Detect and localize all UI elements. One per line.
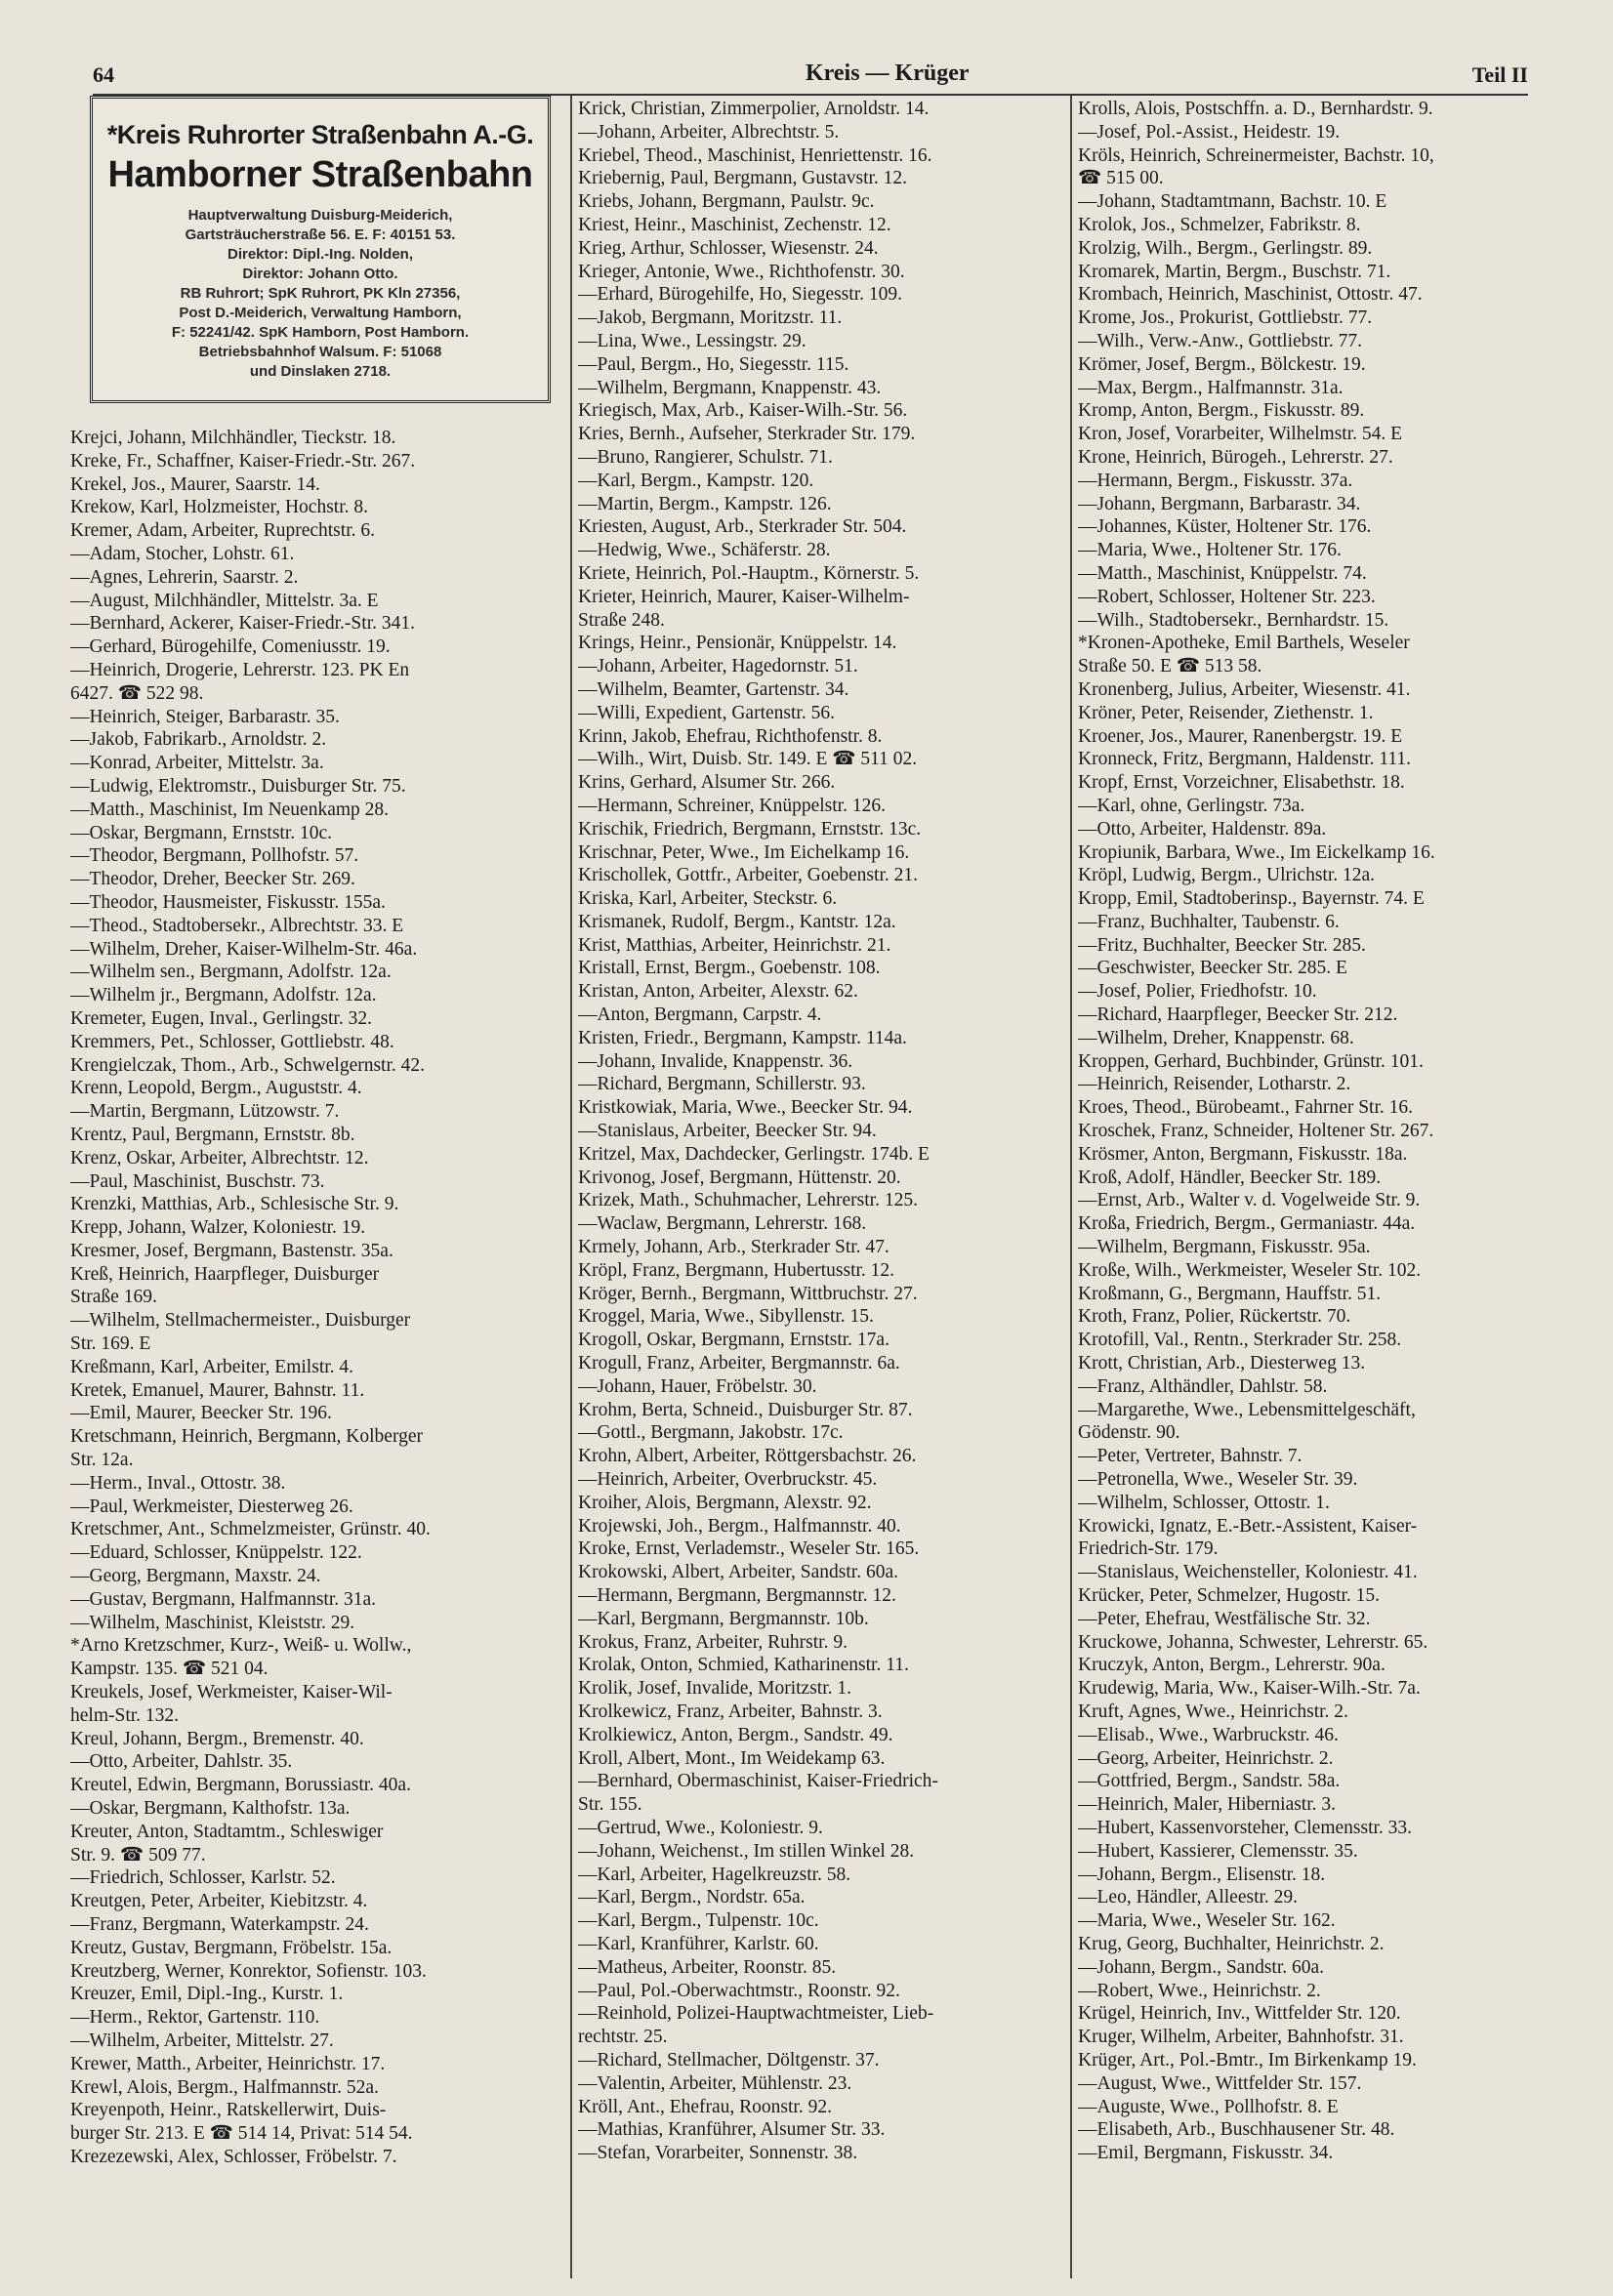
ad-line: Gartsträucherstraße 56. E. F: 40151 53. xyxy=(185,226,456,243)
directory-entry-line: —Paul, Bergm., Ho, Siegesstr. 115. xyxy=(578,353,849,375)
directory-entry-line: Kröls, Heinrich, Schreinermeister, Bachstr. 10, xyxy=(1078,144,1434,166)
directory-entry-line: —Reinhold, Polizei-Hauptwachtmeister, Lieb- xyxy=(578,2003,934,2025)
directory-entry-line: —Theodor, Hausmeister, Fiskusstr. 155a. xyxy=(70,891,386,913)
directory-entry-line: —Matheus, Arbeiter, Roonstr. 85. xyxy=(578,1956,837,1978)
directory-entry-line: Kreutzberg, Werner, Konrektor, Sofienstr. 103. xyxy=(70,1960,427,1982)
directory-entry-line: —Otto, Arbeiter, Dahlstr. 35. xyxy=(70,1751,293,1773)
directory-entry-line: Krott, Christian, Arb., Diesterweg 13. xyxy=(1078,1353,1366,1374)
directory-entry-line: Kreßmann, Karl, Arbeiter, Emilstr. 4. xyxy=(70,1356,354,1377)
directory-entry-line: —Wilhelm, Beamter, Gartenstr. 34. xyxy=(578,678,849,700)
directory-entry-line: —Peter, Vertreter, Bahnstr. 7. xyxy=(1078,1446,1303,1467)
directory-entry-line: —Josef, Pol.-Assist., Heidestr. 19. xyxy=(1078,121,1341,143)
directory-entry-line: Kriest, Heinr., Maschinist, Zechenstr. 12. xyxy=(578,214,891,235)
directory-entry-line: Krins, Gerhard, Alsumer Str. 266. xyxy=(578,772,836,794)
directory-entry-line: —Richard, Haarpfleger, Beecker Str. 212. xyxy=(1078,1004,1398,1026)
directory-entry-line: burger Str. 213. E ☎ 514 14, Privat: 514 54. xyxy=(70,2123,413,2145)
directory-entry-line: Krüger, Art., Pol.-Bmtr., Im Birkenkamp 19. xyxy=(1078,2049,1417,2070)
directory-entry-line: —Agnes, Lehrerin, Saarstr. 2. xyxy=(70,566,299,588)
directory-entry-line: —Friedrich, Schlosser, Karlstr. 52. xyxy=(70,1867,336,1889)
directory-entry-line: —Auguste, Wwe., Pollhofstr. 8. E xyxy=(1078,2096,1339,2117)
directory-entry-line: —Gottl., Bergmann, Jakobstr. 17c. xyxy=(578,1422,844,1444)
directory-entry-line: Kristkowiak, Maria, Wwe., Beecker Str. 94. xyxy=(578,1097,913,1119)
directory-entry-line: Kropp, Emil, Stadtoberinsp., Bayernstr. 74. E xyxy=(1078,888,1425,910)
directory-entry-line: —Oskar, Bergmann, Kalthofstr. 13a. xyxy=(70,1798,351,1820)
directory-entry-line: Krogull, Franz, Arbeiter, Bergmannstr. 6a. xyxy=(578,1353,900,1374)
directory-entry-line: —Elisab., Wwe., Warbruckstr. 46. xyxy=(1078,1724,1339,1745)
directory-entry-line: Krudewig, Maria, Ww., Kaiser-Wilh.-Str. 7a. xyxy=(1078,1678,1421,1700)
directory-entry-line: —Heinrich, Arbeiter, Overbruckstr. 45. xyxy=(578,1469,878,1491)
directory-entry-line: Krug, Georg, Buchhalter, Heinrichstr. 2. xyxy=(1078,1933,1385,1954)
directory-entry-line: —Konrad, Arbeiter, Mittelstr. 3a. xyxy=(70,753,324,774)
directory-entry-line: Kromarek, Martin, Bergm., Buschstr. 71. xyxy=(1078,261,1391,282)
directory-entry-line: —Matth., Maschinist, Knüppelstr. 74. xyxy=(1078,562,1367,584)
directory-entry-line: Kretschmann, Heinrich, Bergmann, Kolberger xyxy=(70,1426,424,1448)
directory-entry-line: —Gustav, Bergmann, Halfmannstr. 31a. xyxy=(70,1588,377,1610)
directory-entry-line: —Theod., Stadtobersekr., Albrechtstr. 33. E xyxy=(70,915,404,936)
directory-entry-line: Kruckowe, Johanna, Schwester, Lehrerstr. 65. xyxy=(1078,1631,1428,1653)
directory-entry-line: —Karl, Bergmann, Bergmannstr. 10b. xyxy=(578,1608,869,1629)
column-divider xyxy=(570,96,572,2278)
directory-entry-line: —Stefan, Vorarbeiter, Sonnenstr. 38. xyxy=(578,2143,858,2164)
directory-entry-line: Kroiher, Alois, Bergmann, Alexstr. 92. xyxy=(578,1492,872,1513)
column-middle xyxy=(578,98,1064,2165)
directory-entry-line: —Herm., Inval., Ottostr. 38. xyxy=(70,1472,286,1494)
directory-entry-line: Krewer, Matth., Arbeiter, Heinrichstr. 17. xyxy=(70,2053,386,2074)
directory-entry-line: —Ludwig, Elektromstr., Duisburger Str. 75. xyxy=(70,775,406,797)
directory-entry-line: Kruger, Wilhelm, Arbeiter, Bahnhofstr. 31. xyxy=(1078,2027,1404,2048)
directory-entry-line: Krowicki, Ignatz, E.-Betr.-Assistent, Kaiser- xyxy=(1078,1515,1418,1537)
directory-entry-line: Kremer, Adam, Arbeiter, Ruprechtstr. 6. xyxy=(70,520,375,542)
directory-entry-line: —Adam, Stocher, Lohstr. 61. xyxy=(70,543,295,564)
directory-entry-line: —Robert, Wwe., Heinrichstr. 2. xyxy=(1078,1980,1321,2001)
directory-entry-line: —Jakob, Bergmann, Moritzstr. 11. xyxy=(578,308,843,329)
directory-entry-line: Krinn, Jakob, Ehefrau, Richthofenstr. 8. xyxy=(578,725,883,747)
directory-entry-line: Kroggel, Maria, Wwe., Sibyllenstr. 15. xyxy=(578,1306,874,1328)
directory-entry-line: —August, Milchhändler, Mittelstr. 3a. E xyxy=(70,590,379,611)
directory-entry-line: —Wilhelm, Maschinist, Kleiststr. 29. xyxy=(70,1612,355,1633)
directory-entry-line: —Johann, Arbeiter, Hagedornstr. 51. xyxy=(578,656,858,677)
directory-entry-line: Krmely, Johann, Arb., Sterkrader Str. 47. xyxy=(578,1237,889,1258)
directory-entry-line: —Leo, Händler, Alleestr. 29. xyxy=(1078,1887,1299,1908)
directory-entry-line: Kretek, Emanuel, Maurer, Bahnstr. 11. xyxy=(70,1379,365,1401)
directory-entry-line: Krewl, Alois, Bergm., Halfmannstr. 52a. xyxy=(70,2076,379,2098)
directory-entry-line: —Franz, Buchhalter, Taubenstr. 6. xyxy=(1078,911,1340,932)
directory-entry-line: Krotofill, Val., Rentn., Sterkrader Str. 258. xyxy=(1078,1330,1402,1351)
directory-entry-line: Kropf, Ernst, Vorzeichner, Elisabethstr. 18. xyxy=(1078,772,1405,794)
directory-entry-line: —Johannes, Küster, Holtener Str. 176. xyxy=(1078,516,1372,538)
directory-entry-line: —Erhard, Bürogehilfe, Ho, Siegesstr. 109. xyxy=(578,284,902,306)
directory-entry-line: Krohm, Berta, Schneid., Duisburger Str. 87. xyxy=(578,1399,913,1420)
directory-entry-line: Krekel, Jos., Maurer, Saarstr. 14. xyxy=(70,473,320,495)
directory-entry-line: Kriebel, Theod., Maschinist, Henriettenstr. 16. xyxy=(578,144,932,166)
directory-entry-line: Krombach, Heinrich, Maschinist, Ottostr. 47. xyxy=(1078,284,1423,306)
directory-entry-line: —Max, Bergm., Halfmannstr. 31a. xyxy=(1078,377,1344,398)
directory-entry-line: —Jakob, Fabrikarb., Arnoldstr. 2. xyxy=(70,729,327,751)
directory-entry-line: Kremeter, Eugen, Inval., Gerlingstr. 32. xyxy=(70,1007,372,1029)
ad-company-subtitle: Hamborner Straßenbahn xyxy=(107,154,533,195)
directory-entry-line: —Stanislaus, Arbeiter, Beecker Str. 94. xyxy=(578,1121,877,1142)
directory-entry-line: Kriska, Karl, Arbeiter, Steckstr. 6. xyxy=(578,888,838,910)
directory-entry-line: Krolik, Josef, Invalide, Moritzstr. 1. xyxy=(578,1678,851,1700)
directory-entry-line: —Heinrich, Steiger, Barbarastr. 35. xyxy=(70,706,340,727)
ad-line: Post D.-Meiderich, Verwaltung Hamborn, xyxy=(179,305,462,321)
directory-entry-line: Kroke, Ernst, Verlademstr., Weseler Str. 165. xyxy=(578,1538,920,1560)
directory-entry-line: Krolkiewicz, Anton, Bergm., Sandstr. 49. xyxy=(578,1724,893,1745)
directory-entry-line: Kron, Josef, Vorarbeiter, Wilhelmstr. 54. E xyxy=(1078,424,1403,445)
directory-entry-line: Gödenstr. 90. xyxy=(1078,1422,1180,1444)
ad-details xyxy=(93,206,548,382)
directory-entry-line: —Valentin, Arbeiter, Mühlenstr. 23. xyxy=(578,2072,852,2094)
directory-entry-line: —Heinrich, Drogerie, Lehrerstr. 123. PK En xyxy=(70,659,410,680)
directory-entry-line: —Oskar, Bergmann, Ernststr. 10c. xyxy=(70,822,333,843)
directory-entry-line: Krieger, Antonie, Wwe., Richthofenstr. 30. xyxy=(578,261,905,282)
directory-entry-line: Krengielczak, Thom., Arb., Schwelgernstr. 42. xyxy=(70,1054,426,1076)
directory-entry-line: —Richard, Stellmacher, Döltgenstr. 37. xyxy=(578,2049,880,2070)
page-number: 64 xyxy=(93,62,114,87)
directory-entry-line: —Robert, Schlosser, Holtener Str. 223. xyxy=(1078,586,1376,607)
directory-entry-line: Kroschek, Franz, Schneider, Holtener Str. 267. xyxy=(1078,1121,1434,1142)
directory-entry-line: Krenz, Oskar, Arbeiter, Albrechtstr. 12. xyxy=(70,1147,369,1168)
directory-entry-line: Kresmer, Josef, Bergmann, Bastenstr. 35a. xyxy=(70,1240,393,1261)
column-divider xyxy=(1070,96,1072,2278)
directory-entry-line: Kröner, Peter, Reisender, Ziethenstr. 1. xyxy=(1078,702,1374,723)
directory-entry-line: —Elisabeth, Arb., Buschhausener Str. 48. xyxy=(1078,2119,1395,2141)
directory-entry-line: Krieg, Arthur, Schlosser, Wiesenstr. 24. xyxy=(578,237,879,259)
directory-entry-line: —Peter, Ehefrau, Westfälische Str. 32. xyxy=(1078,1608,1371,1629)
directory-entry-line: Kroes, Theod., Bürobeamt., Fahrner Str. 16. xyxy=(1078,1097,1414,1119)
directory-entry-line: Kriete, Heinrich, Pol.-Hauptm., Körnerstr. 5. xyxy=(578,562,920,584)
directory-entry-line: —Wilh., Stadtobersekr., Bernhardstr. 15. xyxy=(1078,609,1389,631)
directory-entry-line: —Heinrich, Reisender, Lotharstr. 2. xyxy=(1078,1074,1351,1095)
ad-line: Direktor: Dipl.-Ing. Nolden, xyxy=(227,246,413,263)
directory-entry-line: —Mathias, Kranführer, Alsumer Str. 33. xyxy=(578,2119,886,2141)
directory-entry-line: Krivonog, Josef, Bergmann, Hüttenstr. 20. xyxy=(578,1167,901,1188)
directory-entry-line: Kreutgen, Peter, Arbeiter, Kiebitzstr. 4. xyxy=(70,1891,368,1912)
directory-entry-line: —Wilhelm, Arbeiter, Mittelstr. 27. xyxy=(70,2030,334,2051)
directory-entry-line: Krome, Jos., Prokurist, Gottliebstr. 77. xyxy=(1078,308,1373,329)
directory-entry-line: —Hubert, Kassierer, Clemensstr. 35. xyxy=(1078,1840,1358,1862)
directory-entry-line: —Bernhard, Ackerer, Kaiser-Friedr.-Str. 341. xyxy=(70,613,415,635)
directory-entry-line: Kropiunik, Barbara, Wwe., Im Eickelkamp 16. xyxy=(1078,841,1435,863)
directory-entry-line: —Herm., Rektor, Gartenstr. 110. xyxy=(70,2007,320,2029)
directory-entry-line: Krojewski, Joh., Bergm., Halfmannstr. 40. xyxy=(578,1515,901,1537)
directory-entry-line: Kampstr. 135. ☎ 521 04. xyxy=(70,1659,269,1680)
directory-entry-line: Friedrich-Str. 179. xyxy=(1078,1538,1219,1560)
directory-entry-line: Krösmer, Anton, Bergmann, Fiskusstr. 18a. xyxy=(1078,1143,1408,1165)
directory-entry-line: Krolok, Jos., Schmelzer, Fabrikstr. 8. xyxy=(1078,214,1361,235)
directory-entry-line: Krügel, Heinrich, Inv., Wittfelder Str. 120. xyxy=(1078,2003,1401,2025)
ad-line: Direktor: Johann Otto. xyxy=(242,266,398,282)
directory-entry-line: Kroener, Jos., Maurer, Ranenbergstr. 19. E xyxy=(1078,725,1403,747)
directory-entry-line: Kriebs, Johann, Bergmann, Paulstr. 9c. xyxy=(578,191,875,213)
directory-entry-line: Krizek, Math., Schuhmacher, Lehrerstr. 125. xyxy=(578,1190,918,1211)
directory-entry-line: —Bruno, Rangierer, Schulstr. 71. xyxy=(578,446,833,468)
directory-entry-line: Krings, Heinr., Pensionär, Knüppelstr. 14. xyxy=(578,633,897,654)
directory-entry-line: Krenn, Leopold, Bergm., Auguststr. 4. xyxy=(70,1078,362,1099)
directory-entry-line: Kreuzer, Emil, Dipl.-Ing., Kurstr. 1. xyxy=(70,1984,344,2005)
page-title: Kreis — Krüger xyxy=(806,61,970,86)
directory-entry-line: Krücker, Peter, Schmelzer, Hugostr. 15. xyxy=(1078,1585,1381,1606)
directory-entry-line: Kristen, Friedr., Bergmann, Kampstr. 114a. xyxy=(578,1027,907,1048)
directory-entry-line: Kruczyk, Anton, Bergm., Lehrerstr. 90a. xyxy=(1078,1655,1386,1676)
directory-entry-line: Krist, Matthias, Arbeiter, Heinrichstr. 21. xyxy=(578,934,891,956)
page-part: Teil II xyxy=(1471,62,1528,87)
directory-entry-line: Kroß, Adolf, Händler, Beecker Str. 189. xyxy=(1078,1167,1382,1188)
directory-entry-line: —Martin, Bergm., Kampstr. 126. xyxy=(578,493,832,514)
column-left xyxy=(70,427,563,2169)
directory-entry-line: Krömer, Josef, Bergm., Bölckestr. 19. xyxy=(1078,353,1366,375)
directory-entry-line: Krepp, Johann, Walzer, Koloniestr. 19. xyxy=(70,1217,366,1239)
directory-entry-line: —Maria, Wwe., Weseler Str. 162. xyxy=(1078,1910,1336,1932)
directory-entry-line: Krieter, Heinrich, Maurer, Kaiser-Wilhelm- xyxy=(578,586,910,607)
directory-entry-line: Kriesten, August, Arb., Sterkrader Str. 504. xyxy=(578,516,907,538)
directory-entry-line: Krejci, Johann, Milchhändler, Tieckstr. 18. xyxy=(70,428,396,448)
advertisement-box xyxy=(90,96,551,403)
directory-entry-line: —Wilhelm, Stellmachermeister., Duisburger xyxy=(70,1310,411,1332)
directory-entry-line: Krolzig, Wilh., Bergm., Gerlingstr. 89. xyxy=(1078,237,1373,259)
directory-entry-line: —Matth., Maschinist, Im Neuenkamp 28. xyxy=(70,799,390,820)
directory-entry-line: Kroll, Albert, Mont., Im Weidekamp 63. xyxy=(578,1747,886,1769)
page-header xyxy=(93,61,1528,96)
directory-entry-line: Kremmers, Pet., Schlosser, Gottliebstr. 48. xyxy=(70,1031,394,1052)
directory-entry-line: —Karl, Bergm., Nordstr. 65a. xyxy=(578,1887,806,1908)
directory-entry-line: —Theodor, Bergmann, Pollhofstr. 57. xyxy=(70,845,359,867)
directory-entry-line: Kronneck, Fritz, Bergmann, Haldenstr. 111. xyxy=(1078,749,1412,770)
directory-entry-line: Krentz, Paul, Bergmann, Ernststr. 8b. xyxy=(70,1124,355,1145)
directory-entry-line: Kriegisch, Max, Arb., Kaiser-Wilh.-Str. 56. xyxy=(578,400,908,422)
directory-entry-line: Kretschmer, Ant., Schmelzmeister, Grünstr. 40. xyxy=(70,1519,431,1540)
directory-entry-line: Kreutz, Gustav, Bergmann, Fröbelstr. 15a. xyxy=(70,1937,393,1958)
directory-entry-line: —Hermann, Schreiner, Knüppelstr. 126. xyxy=(578,795,886,816)
directory-entry-line: *Kronen-Apotheke, Emil Barthels, Weseler xyxy=(1078,633,1410,654)
directory-entry-line: —Karl, Kranführer, Karlstr. 60. xyxy=(578,1933,819,1954)
directory-entry-line: —Johann, Weichenst., Im stillen Winkel 28. xyxy=(578,1840,915,1862)
directory-entry-line: —Theodor, Dreher, Beecker Str. 269. xyxy=(70,869,355,890)
directory-entry-line: —Richard, Bergmann, Schillerstr. 93. xyxy=(578,1074,866,1095)
directory-entry-line: rechtstr. 25. xyxy=(578,2027,668,2048)
directory-entry-line: Krischnar, Peter, Wwe., Im Eichelkamp 16. xyxy=(578,841,910,863)
directory-entry-line: Straße 50. E ☎ 513 58. xyxy=(1078,656,1262,677)
directory-entry-line: Kröpl, Ludwig, Bergm., Ulrichstr. 12a. xyxy=(1078,865,1376,886)
directory-entry-line: —Franz, Althändler, Dahlstr. 58. xyxy=(1078,1375,1328,1397)
directory-entry-line: —Georg, Arbeiter, Heinrichstr. 2. xyxy=(1078,1747,1334,1769)
directory-entry-line: Kroppen, Gerhard, Buchbinder, Grünstr. 101. xyxy=(1078,1050,1424,1072)
directory-entry-line: Krezezewski, Alex, Schlosser, Fröbelstr. 7. xyxy=(70,2146,397,2167)
directory-entry-line: 6427. ☎ 522 98. xyxy=(70,682,204,704)
directory-entry-line: Kritzel, Max, Dachdecker, Gerlingstr. 174b. E xyxy=(578,1143,930,1165)
directory-entry-line: —Willi, Expedient, Gartenstr. 56. xyxy=(578,702,835,723)
directory-entry-line: Krismanek, Rudolf, Bergm., Kantstr. 12a. xyxy=(578,911,896,932)
directory-entry-line: Kreuter, Anton, Stadtamtm., Schleswiger xyxy=(70,1821,384,1842)
directory-entry-line: Kristall, Ernst, Bergm., Goebenstr. 108. xyxy=(578,958,881,979)
directory-entry-line: Straße 169. xyxy=(70,1287,157,1308)
directory-entry-line: —Hermann, Bergmann, Bergmannstr. 12. xyxy=(578,1585,896,1606)
directory-entry-line: —Karl, Bergm., Tulpenstr. 10c. xyxy=(578,1910,819,1932)
directory-entry-line: Kroßa, Friedrich, Bergm., Germaniastr. 44a. xyxy=(1078,1213,1416,1235)
directory-entry-line: Kreutel, Edwin, Bergmann, Borussiastr. 40a. xyxy=(70,1775,411,1796)
directory-entry-line: —Karl, ohne, Gerlingstr. 73a. xyxy=(1078,795,1305,816)
directory-entry-line: —Anton, Bergmann, Carpstr. 4. xyxy=(578,1004,822,1026)
directory-entry-line: *Arno Kretzschmer, Kurz-, Weiß- u. Wollw., xyxy=(70,1635,412,1657)
directory-entry-line: Kronenberg, Julius, Arbeiter, Wiesenstr. 41. xyxy=(1078,678,1411,700)
directory-entry-line: Str. 155. xyxy=(578,1794,642,1816)
directory-entry-line: Kröpl, Franz, Bergmann, Hubertusstr. 12. xyxy=(578,1259,895,1281)
directory-entry-line: —Johann, Bergm., Sandstr. 60a. xyxy=(1078,1956,1325,1978)
directory-entry-line: —Karl, Arbeiter, Hagelkreuzstr. 58. xyxy=(578,1864,851,1885)
directory-entry-line: —Paul, Maschinist, Buschstr. 73. xyxy=(70,1170,325,1192)
directory-entry-line: —Bernhard, Obermaschinist, Kaiser-Friedrich- xyxy=(578,1771,938,1792)
directory-entry-line: Straße 248. xyxy=(578,609,665,631)
directory-entry-line: —Gottfried, Bergm., Sandstr. 58a. xyxy=(1078,1771,1341,1792)
ad-line: Betriebsbahnhof Walsum. F: 51068 xyxy=(198,344,442,360)
directory-entry-line: Krone, Heinrich, Bürogeh., Lehrerstr. 27. xyxy=(1078,446,1393,468)
directory-entry-line: —Wilh., Wirt, Duisb. Str. 149. E ☎ 511 02. xyxy=(578,749,918,770)
directory-entry-line: Kristan, Anton, Arbeiter, Alexstr. 62. xyxy=(578,981,858,1003)
directory-entry-line: —Josef, Polier, Friedhofstr. 10. xyxy=(1078,981,1317,1003)
directory-entry-line: Krischollek, Gottfr., Arbeiter, Goebenstr. 21. xyxy=(578,865,918,886)
ad-line: und Dinslaken 2718. xyxy=(249,363,392,380)
directory-entry-line: Krohn, Albert, Arbeiter, Röttgersbachstr. 26. xyxy=(578,1446,917,1467)
directory-entry-line: —Gerhard, Bürogehilfe, Comeniusstr. 19. xyxy=(70,636,391,658)
directory-entry-line: Krolak, Onton, Schmied, Katharinenstr. 11. xyxy=(578,1655,909,1676)
directory-entry-line: —Georg, Bergmann, Maxstr. 24. xyxy=(70,1566,321,1587)
directory-entry-line: —Wilhelm, Schlosser, Ottostr. 1. xyxy=(1078,1492,1330,1513)
directory-entry-line: —Gertrud, Wwe., Koloniestr. 9. xyxy=(578,1817,823,1838)
directory-entry-line: Kreukels, Josef, Werkmeister, Kaiser-Wil- xyxy=(70,1682,393,1703)
directory-entry-line: —Wilhelm sen., Bergmann, Adolfstr. 12a. xyxy=(70,962,392,983)
directory-entry-line: —Johann, Invalide, Knappenstr. 36. xyxy=(578,1050,853,1072)
directory-entry-line: —Paul, Werkmeister, Diesterweg 26. xyxy=(70,1496,353,1517)
directory-entry-line: Krolls, Alois, Postschffn. a. D., Bernhardstr. 9. xyxy=(1078,99,1433,119)
directory-entry-line: —Margarethe, Wwe., Lebensmittelgeschäft, xyxy=(1078,1399,1416,1420)
directory-entry-line: Krokowski, Albert, Arbeiter, Sandstr. 60a. xyxy=(578,1562,898,1583)
directory-entry-line: —Emil, Maurer, Beecker Str. 196. xyxy=(70,1403,332,1424)
directory-entry-line: —Martin, Bergmann, Lützowstr. 7. xyxy=(70,1101,340,1123)
directory-entry-line: —Paul, Pol.-Oberwachtmstr., Roonstr. 92. xyxy=(578,1980,900,2001)
directory-entry-line: —Franz, Bergmann, Waterkampstr. 24. xyxy=(70,1914,369,1935)
directory-entry-line: Kreul, Johann, Bergm., Bremenstr. 40. xyxy=(70,1728,364,1749)
directory-entry-line: Krenzki, Matthias, Arb., Schlesische Str. 9. xyxy=(70,1194,399,1215)
directory-entry-line: Kruft, Agnes, Wwe., Heinrichstr. 2. xyxy=(1078,1701,1348,1722)
ad-line: RB Ruhrort; SpK Ruhrort, PK Kln 27356, xyxy=(180,285,461,302)
directory-entry-line: —Fritz, Buchhalter, Beecker Str. 285. xyxy=(1078,934,1366,956)
directory-entry-line: Kromp, Anton, Bergm., Fiskusstr. 89. xyxy=(1078,400,1365,422)
directory-entry-line: Krogoll, Oskar, Bergmann, Ernststr. 17a. xyxy=(578,1330,889,1351)
directory-entry-line: Kröll, Ant., Ehefrau, Roonstr. 92. xyxy=(578,2096,832,2117)
directory-entry-line: —Geschwister, Beecker Str. 285. E xyxy=(1078,958,1347,979)
directory-entry-line: —Wilhelm, Bergmann, Knappenstr. 43. xyxy=(578,377,882,398)
directory-entry-line: —Wilhelm, Dreher, Knappenstr. 68. xyxy=(1078,1027,1354,1048)
directory-entry-line: —Hermann, Bergm., Fiskusstr. 37a. xyxy=(1078,470,1353,491)
directory-entry-line: —Ernst, Arb., Walter v. d. Vogelweide Str. 9. xyxy=(1078,1190,1421,1211)
directory-entry-line: —Stanislaus, Weichensteller, Koloniestr. 41. xyxy=(1078,1562,1418,1583)
directory-entry-line: Str. 12a. xyxy=(70,1450,134,1471)
directory-entry-line: —Eduard, Schlosser, Knüppelstr. 122. xyxy=(70,1542,362,1564)
directory-entry-line: Kriebernig, Paul, Bergmann, Gustavstr. 12. xyxy=(578,168,908,189)
directory-entry-line: helm-Str. 132. xyxy=(70,1704,180,1726)
directory-entry-line: Kröger, Bernh., Bergmann, Wittbruchstr. 27. xyxy=(578,1283,918,1304)
directory-entry-line: Krick, Christian, Zimmerpolier, Arnoldstr. 14. xyxy=(578,99,930,119)
column-right xyxy=(1078,98,1551,2165)
directory-entry-line: —Emil, Bergmann, Fiskusstr. 34. xyxy=(1078,2143,1334,2164)
ad-line: F: 52241/42. SpK Hamborn, Post Hamborn. xyxy=(171,324,470,341)
directory-entry-line: —Johann, Hauer, Fröbelstr. 30. xyxy=(578,1375,817,1397)
directory-entry-line: —Johann, Bergmann, Barbarastr. 34. xyxy=(1078,493,1361,514)
directory-entry-line: —Waclaw, Bergmann, Lehrerstr. 168. xyxy=(578,1213,867,1235)
directory-entry-line: Kroße, Wilh., Werkmeister, Weseler Str. 102. xyxy=(1078,1259,1422,1281)
directory-entry-line: Krokus, Franz, Arbeiter, Ruhrstr. 9. xyxy=(578,1631,848,1653)
directory-entry-line: Kreke, Fr., Schaffner, Kaiser-Friedr.-Str. 267. xyxy=(70,450,416,472)
directory-entry-line: —Wilhelm, Dreher, Kaiser-Wilhelm-Str. 46a. xyxy=(70,938,418,960)
directory-entry-line: —Maria, Wwe., Holtener Str. 176. xyxy=(1078,540,1342,561)
directory-entry-line: —Johann, Bergm., Elisenstr. 18. xyxy=(1078,1864,1326,1885)
directory-entry-line: ☎ 515 00. xyxy=(1078,168,1164,189)
directory-entry-line: Krolkewicz, Franz, Arbeiter, Bahnstr. 3. xyxy=(578,1701,883,1722)
directory-entry-line: —Wilh., Verw.-Anw., Gottliebstr. 77. xyxy=(1078,330,1362,351)
directory-entry-line: —Wilhelm, Bergmann, Fiskusstr. 95a. xyxy=(1078,1237,1371,1258)
ad-line: Hauptverwaltung Duisburg-Meiderich, xyxy=(187,207,453,224)
directory-entry-line: —Heinrich, Maler, Hiberniastr. 3. xyxy=(1078,1794,1337,1816)
directory-entry-line: Kroßmann, G., Bergmann, Hauffstr. 51. xyxy=(1078,1283,1382,1304)
directory-entry-line: Kreß, Heinrich, Haarpfleger, Duisburger xyxy=(70,1263,380,1285)
directory-entry-line: —August, Wwe., Wittfelder Str. 157. xyxy=(1078,2072,1362,2094)
directory-entry-line: Krekow, Karl, Holzmeister, Hochstr. 8. xyxy=(70,497,369,518)
directory-entry-line: Krischik, Friedrich, Bergmann, Ernststr. 13c. xyxy=(578,818,922,840)
directory-entry-line: Kries, Bernh., Aufseher, Sterkrader Str. 179. xyxy=(578,424,916,445)
directory-entry-line: —Hubert, Kassenvorsteher, Clemensstr. 33. xyxy=(1078,1817,1413,1838)
directory-entry-line: —Lina, Wwe., Lessingstr. 29. xyxy=(578,330,806,351)
directory-entry-line: Str. 9. ☎ 509 77. xyxy=(70,1844,206,1866)
directory-entry-line: —Karl, Bergm., Kampstr. 120. xyxy=(578,470,814,491)
directory-entry-line: —Hedwig, Wwe., Schäferstr. 28. xyxy=(578,540,831,561)
directory-entry-line: —Johann, Arbeiter, Albrechtstr. 5. xyxy=(578,121,840,143)
directory-entry-line: Kroth, Franz, Polier, Rückertstr. 70. xyxy=(1078,1306,1351,1328)
directory-entry-line: —Wilhelm jr., Bergmann, Adolfstr. 12a. xyxy=(70,985,377,1006)
directory-entry-line: Kreyenpoth, Heinr., Ratskellerwirt, Duis- xyxy=(70,2100,387,2121)
ad-company-name: *Kreis Ruhrorter Straßenbahn A.-G. xyxy=(106,120,534,149)
directory-entry-line: Str. 169. E xyxy=(70,1333,151,1355)
directory-entry-line: —Johann, Stadtamtmann, Bachstr. 10. E xyxy=(1078,191,1387,213)
directory-entry-line: —Petronella, Wwe., Weseler Str. 39. xyxy=(1078,1469,1358,1491)
directory-entry-line: —Otto, Arbeiter, Haldenstr. 89a. xyxy=(1078,818,1327,840)
